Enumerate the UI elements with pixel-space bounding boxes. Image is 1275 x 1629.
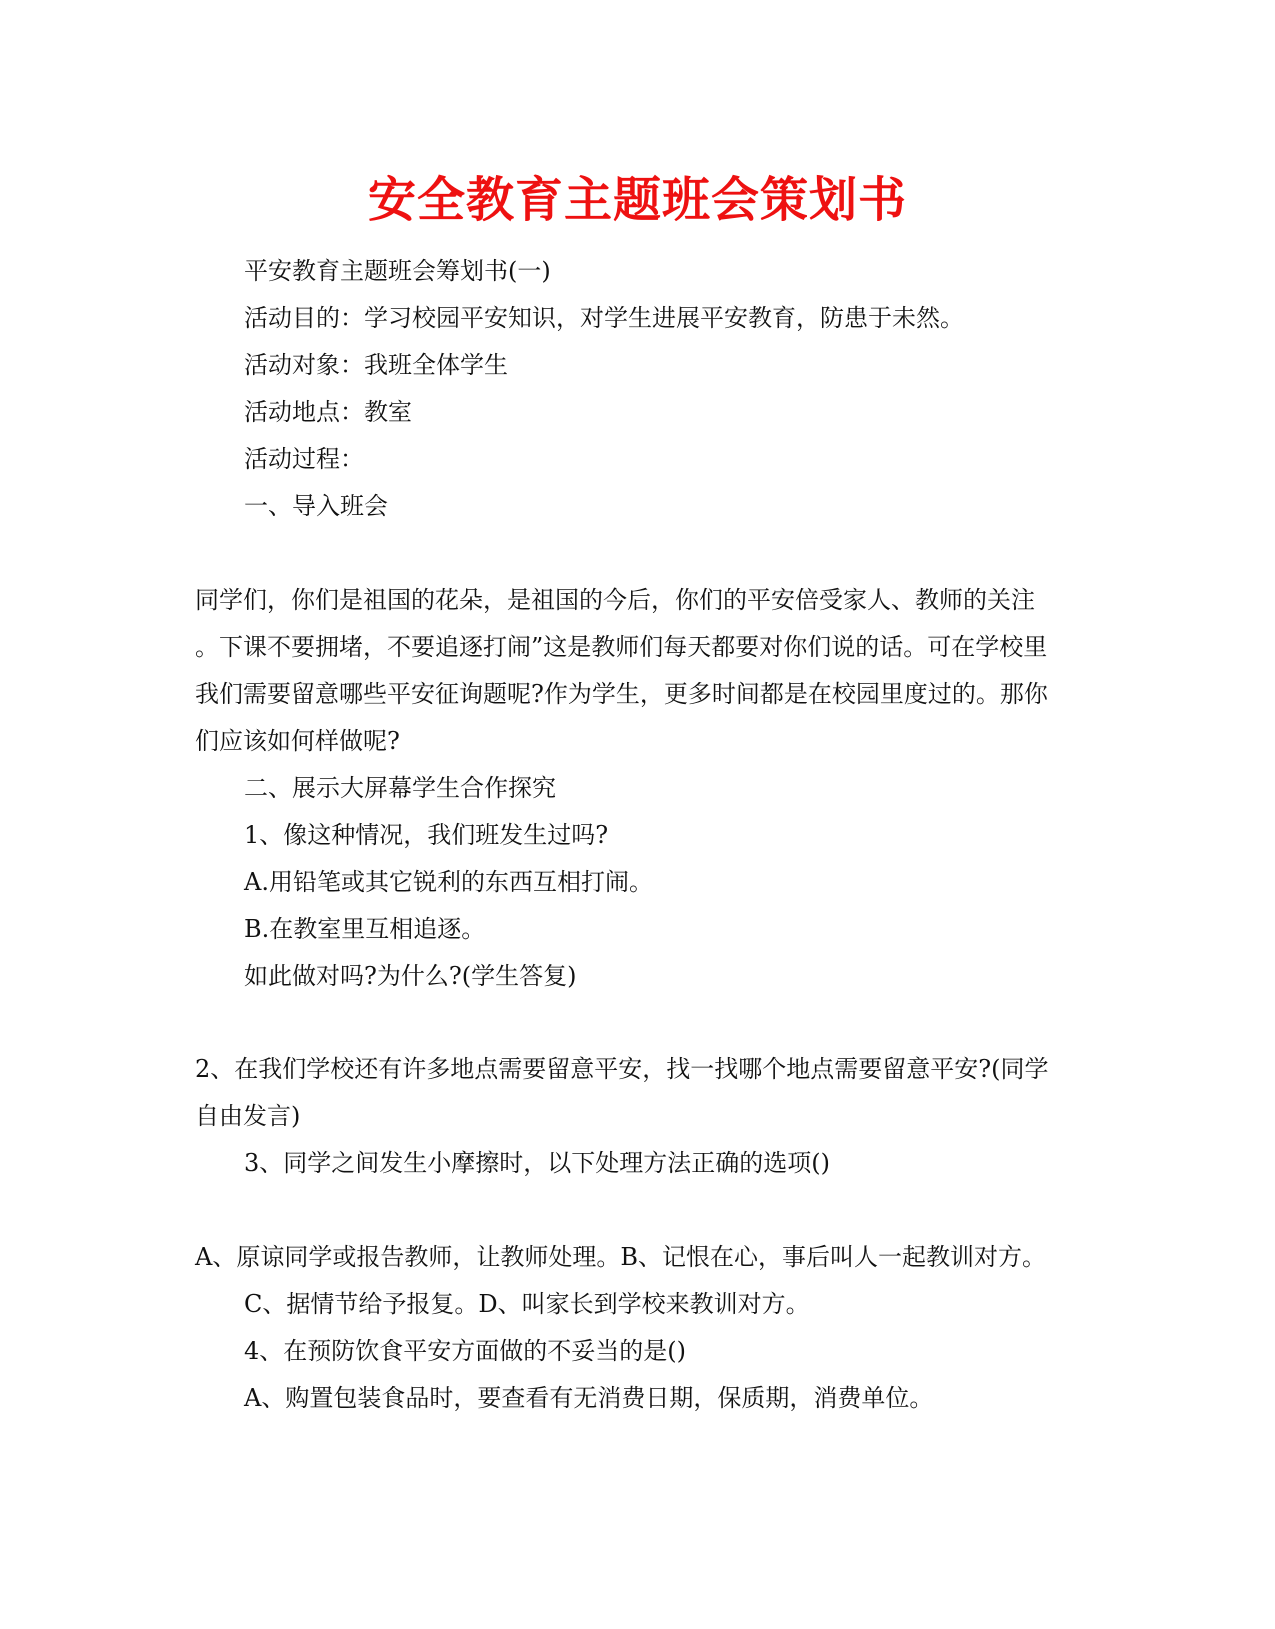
option-line: C、据情节给予报复。D、叫家长到学校来教训对方。 [244, 1290, 810, 1318]
paragraph-line: 同学们，你们是祖国的花朵，是祖国的今后，你们的平安倍受家人、教师的关注 [195, 586, 1035, 614]
option-line: A、购置包装食品时，要查看有无消费日期，保质期，消费单位。 [244, 1384, 934, 1412]
option-line: A、原谅同学或报告教师，让教师处理。B、记恨在心，事后叫人一起教训对方。 [195, 1243, 1046, 1271]
paragraph-line: 我们需要留意哪些平安征询题呢?作为学生，更多时间都是在校园里度过的。那你 [195, 680, 1048, 708]
paragraph-line: 2、在我们学校还有许多地点需要留意平安，找一找哪个地点需要留意平安?(同学 [195, 1055, 1049, 1083]
option-line: B.在教室里互相追逐。 [244, 915, 486, 943]
question-line: 如此做对吗?为什么?(学生答复) [244, 962, 577, 990]
question-line: 4、在预防饮食平安方面做的不妥当的是() [244, 1337, 686, 1365]
section-heading: 一、导入班会 [244, 492, 388, 520]
subtitle-line: 平安教育主题班会筹划书(一) [244, 257, 551, 285]
paragraph-line: 。下课不要拥堵，不要追逐打闹”这是教师们每天都要对你们说的话。可在学校里 [195, 633, 1048, 661]
paragraph-line: 自由发言) [195, 1102, 301, 1130]
question-line: 1、像这种情况，我们班发生过吗? [244, 821, 609, 849]
section-heading: 二、展示大屏幕学生合作探究 [244, 774, 556, 802]
activity-process: 活动过程： [244, 445, 364, 473]
activity-target: 活动对象：我班全体学生 [244, 351, 508, 379]
paragraph-line: 们应该如何样做呢? [195, 727, 400, 755]
option-line: A.用铅笔或其它锐利的东西互相打闹。 [244, 868, 653, 896]
activity-purpose: 活动目的：学习校园平安知识，对学生进展平安教育，防患于未然。 [244, 304, 964, 332]
activity-location: 活动地点：教室 [244, 398, 412, 426]
page-title: 安全教育主题班会策划书 [367, 172, 907, 228]
question-line: 3、同学之间发生小摩擦时，以下处理方法正确的选项() [244, 1149, 830, 1177]
